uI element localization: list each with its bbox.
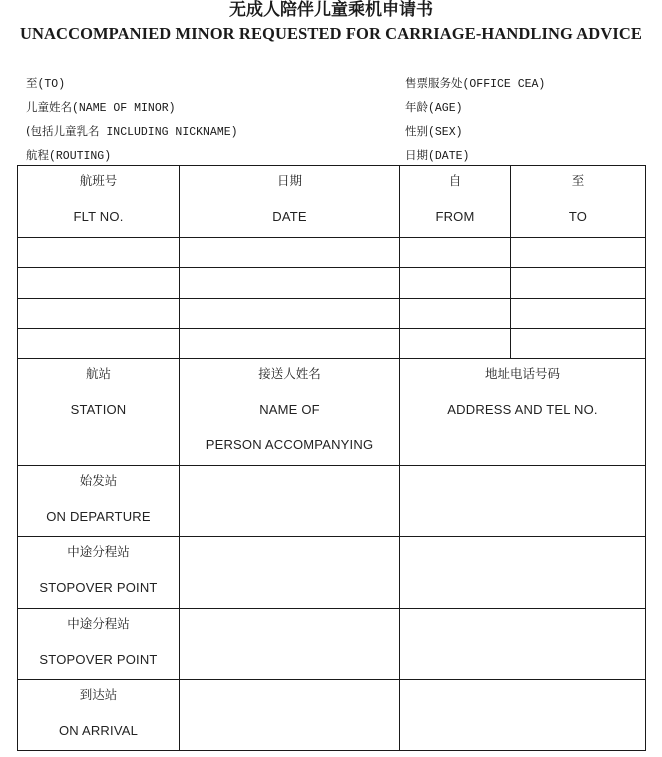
form-title-chinese: 无成人陪伴儿童乘机申请书 <box>229 0 433 20</box>
flight-date-cell[interactable] <box>180 299 400 329</box>
field-sex <box>405 124 463 140</box>
field-age-cn: 年龄 <box>405 100 428 114</box>
flight-entry-row <box>18 238 646 268</box>
field-office-cn: 售票服务处 <box>405 76 463 90</box>
form-table <box>17 165 646 751</box>
flight-header-from-en: FROM <box>435 209 475 224</box>
address-cell[interactable] <box>400 466 646 537</box>
field-to <box>26 76 65 92</box>
flight-to-cell[interactable] <box>511 329 646 359</box>
station-arrival-en: ON ARRIVAL <box>58 723 139 738</box>
flight-entry-row <box>18 299 646 329</box>
station-header-row <box>18 359 646 466</box>
form-title-english: UNACCOMPANIED MINOR REQUESTED FOR CARRIAGE-HANDLING ADVICE <box>20 24 642 43</box>
field-routing-en: (ROUTING) <box>49 150 112 163</box>
station-header-person-cn: 接送人姓名 <box>258 366 321 381</box>
flight-header-flt <box>18 166 180 238</box>
field-routing <box>26 148 111 164</box>
address-cell[interactable] <box>400 609 646 680</box>
flight-header-to-cn: 至 <box>571 173 585 188</box>
flight-no-cell[interactable] <box>18 329 180 359</box>
field-routing-cn: 航程 <box>26 148 49 162</box>
station-row-stopover <box>18 609 646 680</box>
address-cell[interactable] <box>400 680 646 751</box>
flight-from-cell[interactable] <box>400 299 511 329</box>
flight-header-to-en: TO <box>568 209 588 224</box>
flight-to-cell[interactable] <box>511 238 646 268</box>
field-minor-name <box>26 100 176 116</box>
address-cell[interactable] <box>400 537 646 609</box>
flight-entry-row <box>18 329 646 359</box>
field-sex-cn: 性别 <box>405 124 428 138</box>
station-header-station <box>18 359 180 466</box>
flight-date-cell[interactable] <box>180 268 400 299</box>
field-to-cn: 至 <box>26 76 38 90</box>
flight-header-from <box>400 166 511 238</box>
station-header-station-cn: 航站 <box>85 366 111 381</box>
station-label-stopover <box>18 609 180 680</box>
flight-from-cell[interactable] <box>400 329 511 359</box>
field-age <box>405 100 463 116</box>
flight-no-cell[interactable] <box>18 268 180 299</box>
station-label-departure <box>18 466 180 537</box>
field-date-cn: 日期 <box>405 148 428 162</box>
field-date <box>405 148 469 164</box>
field-to-en: (TO) <box>37 78 66 91</box>
station-departure-en: ON DEPARTURE <box>46 509 151 524</box>
field-nickname <box>26 124 238 140</box>
field-nickname-en: INCLUDING NICKNAME) <box>99 126 238 139</box>
station-arrival-cn: 到达站 <box>79 687 118 702</box>
person-cell[interactable] <box>180 537 400 609</box>
station-header-person-en2: PERSON ACCOMPANYING <box>205 437 374 452</box>
station-stopover-en: STOPOVER POINT <box>39 652 158 667</box>
flight-header-to <box>511 166 646 238</box>
flight-from-cell[interactable] <box>400 268 511 299</box>
flight-no-cell[interactable] <box>18 299 180 329</box>
flight-header-flt-cn: 航班号 <box>79 173 118 188</box>
station-row-arrival <box>18 680 646 751</box>
station-header-address-en: ADDRESS AND TEL NO. <box>447 402 598 417</box>
station-header-person <box>180 359 400 466</box>
flight-header-date-en: DATE <box>272 209 307 224</box>
flight-to-cell[interactable] <box>511 268 646 299</box>
field-date-en: (DATE) <box>428 150 470 163</box>
station-header-person-en1: NAME OF <box>259 402 320 417</box>
field-minor-name-en: (NAME OF MINOR) <box>72 102 176 115</box>
flight-date-cell[interactable] <box>180 329 400 359</box>
person-cell[interactable] <box>180 609 400 680</box>
station-departure-cn: 始发站 <box>79 473 118 488</box>
station-label-arrival <box>18 680 180 751</box>
flight-entry-row <box>18 268 646 299</box>
station-stopover-cn: 中途分程站 <box>67 544 130 559</box>
flight-header-from-cn: 自 <box>448 173 462 188</box>
person-cell[interactable] <box>180 680 400 751</box>
flight-no-cell[interactable] <box>18 238 180 268</box>
field-office-en: (OFFICE CEA) <box>462 78 546 91</box>
station-stopover-cn: 中途分程站 <box>67 616 130 631</box>
field-nickname-cn: (包括儿童乳名 <box>26 124 100 138</box>
field-minor-name-cn: 儿童姓名 <box>26 100 72 114</box>
field-sex-en: (SEX) <box>428 126 463 139</box>
station-label-stopover <box>18 537 180 609</box>
station-header-address-cn: 地址电话号码 <box>484 366 560 381</box>
station-header-station-en: STATION <box>70 402 127 417</box>
station-stopover-en: STOPOVER POINT <box>39 580 158 595</box>
flight-from-cell[interactable] <box>400 238 511 268</box>
station-row-stopover <box>18 537 646 609</box>
flight-header-row <box>18 166 646 238</box>
station-header-address <box>400 359 646 466</box>
flight-date-cell[interactable] <box>180 238 400 268</box>
field-office <box>405 76 545 92</box>
person-cell[interactable] <box>180 466 400 537</box>
flight-header-date <box>180 166 400 238</box>
field-age-en: (AGE) <box>428 102 463 115</box>
flight-to-cell[interactable] <box>511 299 646 329</box>
station-row-departure <box>18 466 646 537</box>
flight-header-flt-en: FLT NO. <box>73 209 124 224</box>
flight-header-date-cn: 日期 <box>276 173 302 188</box>
